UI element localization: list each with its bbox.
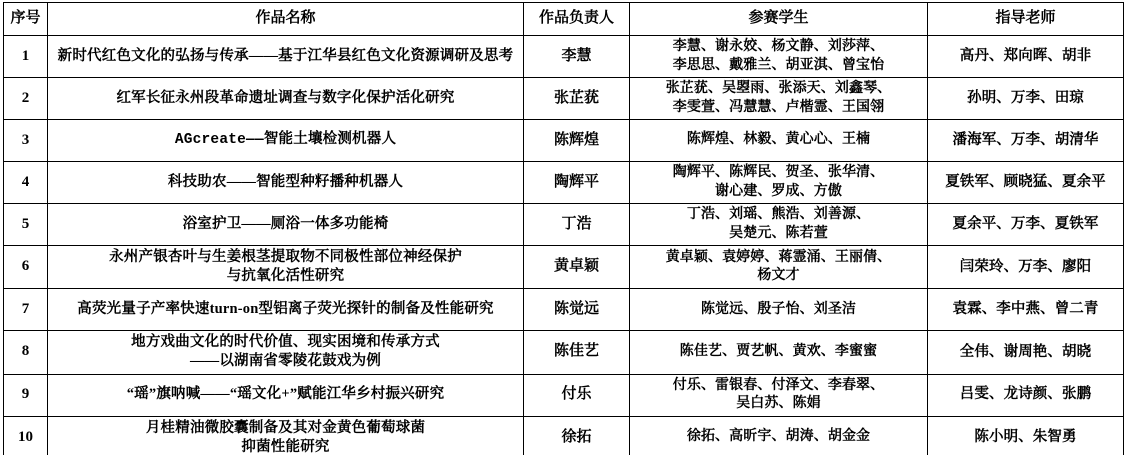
project-students: [630, 36, 928, 78]
projects-table: [3, 2, 1124, 455]
project-teachers: [928, 289, 1124, 331]
column-header-leader: 作品负责人: [524, 3, 630, 36]
column-header-no: 序号: [4, 3, 48, 36]
table-row: [4, 246, 1124, 289]
students-line: 李雯萱、冯慧慧、卢楷霊、王国翎: [672, 99, 885, 115]
project-students: [630, 204, 928, 246]
students-line: 张芷莸、吴曌雨、张添天、刘鑫琴、: [665, 81, 892, 97]
project-title-line: 红军长征永州段革命遗址调查与数字化保护活化研究: [116, 89, 455, 106]
project-teachers: [928, 374, 1124, 416]
table-row: [4, 78, 1124, 120]
project-title: [48, 246, 524, 289]
teachers-line: 潘海军、万李、胡清华: [952, 131, 1099, 148]
project-leader: 黄卓颖: [524, 246, 630, 289]
table-header-row: [4, 3, 1124, 36]
project-leader: 李慧: [524, 36, 630, 78]
project-title-line: AGcreate——智能土壤检测机器人: [174, 131, 397, 148]
project-leader: 丁浩: [524, 204, 630, 246]
column-header-teacher: 指导老师: [928, 3, 1124, 36]
table-row: [4, 162, 1124, 204]
students-line: 陈佳艺、贾艺帆、黄欢、李蜜蜜: [679, 344, 878, 360]
project-leader: 陶辉平: [524, 162, 630, 204]
project-leader: 付乐: [524, 374, 630, 416]
project-title-line: 地方戏曲文化的时代价值、现实困境和传承方式: [131, 334, 440, 351]
column-header-students: 参赛学生: [630, 3, 928, 36]
project-leader: 陈觉远: [524, 289, 630, 331]
project-teachers: [928, 78, 1124, 120]
project-title-line: 高荧光量子产率快速turn-on型铝离子荧光探针的制备及性能研究: [77, 301, 494, 318]
project-teachers: [928, 331, 1124, 374]
row-number: 6: [4, 246, 48, 289]
teachers-line: 全伟、谢周艳、胡晓: [959, 343, 1092, 360]
project-title: [48, 78, 524, 120]
project-title: [48, 120, 524, 162]
project-title-line: 浴室护卫——厕浴一体多功能椅: [182, 215, 389, 232]
table-row: [4, 374, 1124, 416]
table-row: [4, 36, 1124, 78]
teachers-line: 夏余平、万李、夏铁军: [952, 215, 1099, 232]
students-line: 李慧、谢永姣、杨文静、刘莎萍、: [672, 39, 885, 55]
project-students: [630, 331, 928, 374]
project-teachers: [928, 162, 1124, 204]
students-line: 李思思、戴雅兰、胡亚淇、曾宝怡: [672, 57, 885, 73]
project-title-line: 月桂精油微胶囊制备及其对金黄色葡萄球菌: [145, 419, 426, 436]
project-title: [48, 204, 524, 246]
project-title: [48, 162, 524, 204]
students-line: 陶辉平、陈辉民、贺圣、张华清、: [672, 165, 885, 181]
project-title-line: 永州产银杏叶与生姜根茎提取物不同极性部位神经保护: [109, 249, 462, 265]
row-number: 7: [4, 289, 48, 331]
table-body: [4, 36, 1124, 455]
project-title-line: 科技助农——智能型种籽播种机器人: [167, 173, 404, 190]
project-title-line: ——以湖南省零陵花鼓戏为例: [189, 353, 382, 370]
row-number: 5: [4, 204, 48, 246]
teachers-line: 高丹、郑向晖、胡非: [959, 47, 1092, 64]
students-line: 陈觉远、殷子怡、刘圣洁: [700, 301, 857, 317]
row-number: 1: [4, 36, 48, 78]
table-row: [4, 120, 1124, 162]
project-students: [630, 162, 928, 204]
project-title: [48, 289, 524, 331]
project-title: [48, 36, 524, 78]
project-leader: 张芷莸: [524, 78, 630, 120]
project-teachers: [928, 36, 1124, 78]
project-students: [630, 416, 928, 455]
table-row: [4, 289, 1124, 331]
project-teachers: [928, 120, 1124, 162]
project-leader: 徐拓: [524, 416, 630, 455]
table-row: [4, 204, 1124, 246]
project-title: [48, 331, 524, 374]
teachers-line: 闫荣玲、万李、廖阳: [959, 258, 1092, 275]
project-teachers: [928, 246, 1124, 289]
project-students: [630, 374, 928, 416]
teachers-line: 陈小明、朱智勇: [974, 429, 1077, 446]
row-number: 3: [4, 120, 48, 162]
project-title: [48, 374, 524, 416]
table-header: [4, 3, 1124, 36]
students-line: 吴楚元、陈若萱: [729, 225, 828, 241]
project-teachers: [928, 416, 1124, 455]
teachers-line: 孙明、万李、田琼: [967, 89, 1084, 106]
students-line: 吴白苏、陈娟: [736, 396, 821, 411]
teachers-line: 袁霖、李中燕、曾二青: [952, 301, 1099, 318]
row-number: 2: [4, 78, 48, 120]
project-students: [630, 78, 928, 120]
row-number: 10: [4, 416, 48, 455]
students-line: 陈辉煌、林毅、黄心心、王楠: [686, 132, 871, 148]
row-number: 4: [4, 162, 48, 204]
project-leader: 陈佳艺: [524, 331, 630, 374]
column-header-title: 作品名称: [48, 3, 524, 36]
project-title-line: 抑菌性能研究: [241, 438, 330, 455]
students-line: 徐拓、高昕宇、胡涛、胡金金: [686, 429, 871, 445]
students-line: 谢心建、罗成、方傲: [715, 183, 842, 199]
students-line: 付乐、雷银春、付泽文、李春翠、: [672, 377, 885, 393]
teachers-line: 吕雯、龙诗颜、张鹏: [959, 386, 1092, 403]
table-row: [4, 331, 1124, 374]
table-row: [4, 416, 1124, 455]
project-teachers: [928, 204, 1124, 246]
project-title-line: “瑶”旗呐喊——“瑶文化+”赋能江华乡村振兴研究: [126, 386, 445, 403]
teachers-line: 夏铁军、顾晓猛、夏余平: [945, 173, 1106, 190]
project-title: [48, 416, 524, 455]
row-number: 9: [4, 374, 48, 416]
students-line: 杨文才: [757, 268, 800, 284]
project-students: [630, 289, 928, 331]
students-line: 丁浩、刘瑶、熊浩、刘善源、: [686, 207, 871, 223]
project-students: [630, 120, 928, 162]
project-title-line: 与抗氧化活性研究: [226, 268, 345, 285]
row-number: 8: [4, 331, 48, 374]
project-students: [630, 246, 928, 289]
project-title-line: 新时代红色文化的弘扬与传承——基于江华县红色文化资源调研及思考: [57, 47, 514, 64]
project-leader: 陈辉煌: [524, 120, 630, 162]
students-line: 黄卓颖、袁婷婷、蒋霊涌、王丽倩、: [665, 249, 892, 265]
